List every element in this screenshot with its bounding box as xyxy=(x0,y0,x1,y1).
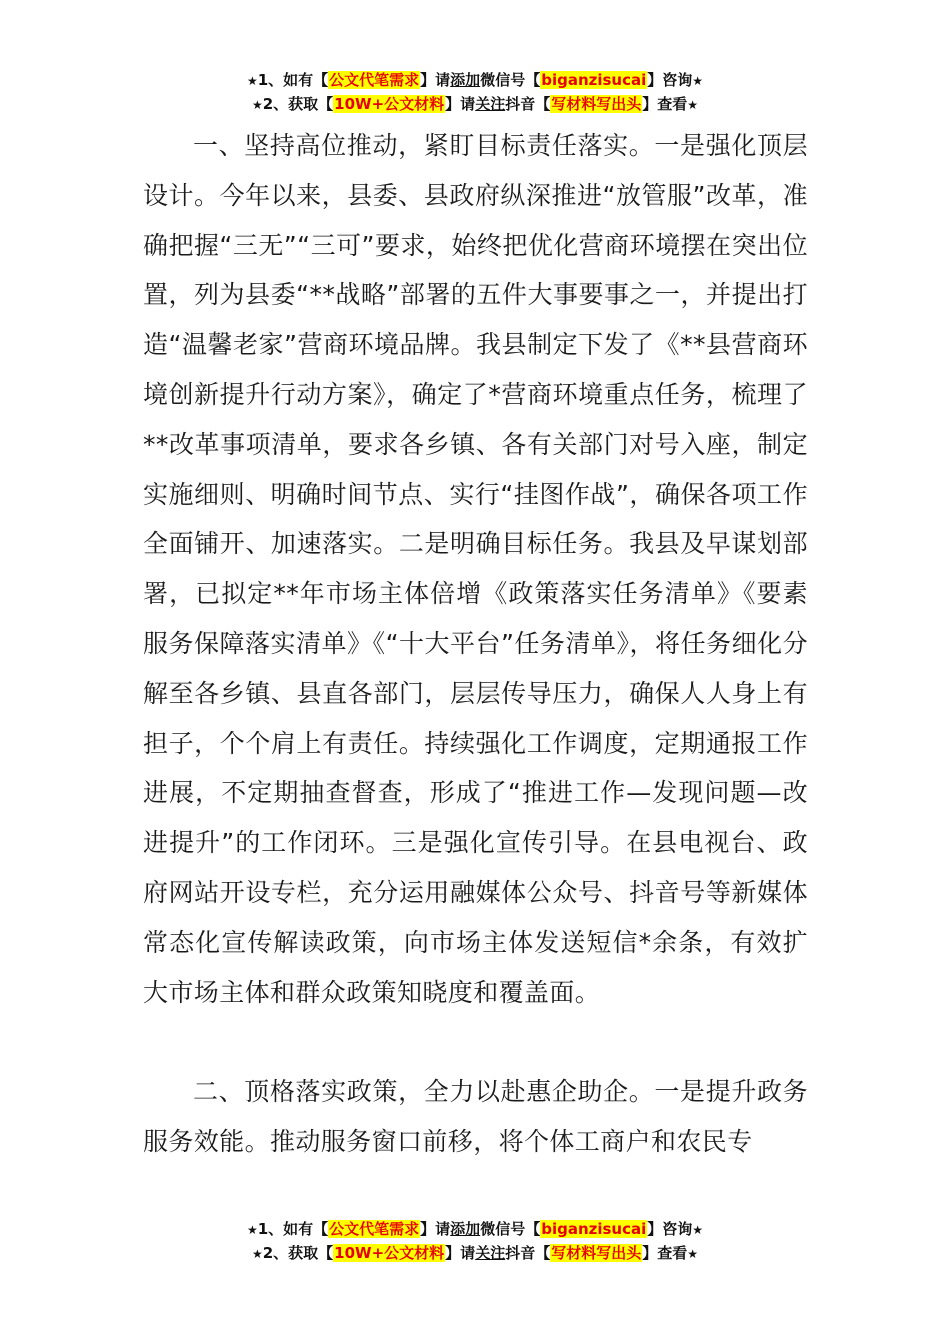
star-icon: ★ xyxy=(687,98,699,112)
banner-text: 微信号【 xyxy=(480,71,541,89)
paragraph-1: 一、坚持高位推动，紧盯目标责任落实。一是强化顶层设计。今年以来，县委、县政府纵深推进“放管服”改革，准确把握“三无”“三可”要求，始终把优化营商环境摆在突出位置，列为县委“**战略”部署的五件大事要事之一，并提出打造“温馨老家”营商环境品牌。我县制定下发了《**县营商环境创新提升行动方案》，确定了*营商环境重点任务，梳理了**改革事项清单，要求各乡镇、各有关部门对号入座，制定实施细则、明确时间节点、实行“挂图作战”，确保各项工作全面铺开、加速落实。二是明确目标任务。我县及早谋划部署，已拟定**年市场主体倍增《政策落实任务清单》《要素服务保障落实清单》《“十大平台”任务清单》，将任务细化分解至各乡镇、县直各部门，层层传导压力，确保人人身上有担子，个个肩上有责任。持续强化工作调度，定期通报工作进展，不定期抽查督查，形成了“推进工作—发现问题—改进提升”的工作闭环。三是强化宣传引导。在县电视台、政府网站开设专栏，充分运用融媒体公众号、抖音号等新媒体常态化宣传解读政策，向市场主体发送短信*余条，有效扩大市场主体和群众政策知晓度和覆盖面。 xyxy=(143,131,808,1007)
highlight-text: biganzisucai xyxy=(541,1220,647,1238)
underlined-text: 添加 xyxy=(450,1220,481,1238)
banner-text: 】请 xyxy=(420,71,451,89)
banner-line-2 xyxy=(0,1241,950,1265)
banner-text: 2、获取【 xyxy=(262,95,334,113)
banner-line-1 xyxy=(0,1217,950,1241)
highlight-text: 写材料写出头 xyxy=(551,95,642,113)
highlight-text: 10W+公文材料 xyxy=(334,1244,445,1262)
star-icon: ★ xyxy=(692,1223,704,1237)
banner-text: 】查看 xyxy=(642,1244,688,1262)
underlined-text: 关注 xyxy=(475,95,506,113)
underlined-text: 添加 xyxy=(450,71,481,89)
banner-text: 抖音【 xyxy=(505,1244,551,1262)
banner-text: 】咨询 xyxy=(647,71,693,89)
star-icon: ★ xyxy=(246,74,258,88)
banner-line-1 xyxy=(0,68,950,92)
banner-text: 】请 xyxy=(445,1244,476,1262)
highlight-text: 10W+公文材料 xyxy=(334,95,445,113)
banner-text: 】请 xyxy=(420,1220,451,1238)
highlight-text: biganzisucai xyxy=(541,71,647,89)
star-icon: ★ xyxy=(251,1247,263,1261)
paragraph-2: 二、顶格落实政策，全力以赴惠企助企。一是提升政务服务效能。推动服务窗口前移，将个体工商户和农民专 xyxy=(143,1077,808,1156)
banner-text: 2、获取【 xyxy=(262,1244,334,1262)
header-banner xyxy=(0,68,950,116)
document-body xyxy=(143,121,808,1167)
star-icon: ★ xyxy=(687,1247,699,1261)
footer-banner xyxy=(0,1217,950,1265)
banner-text: 】查看 xyxy=(642,95,688,113)
banner-text: 微信号【 xyxy=(480,1220,541,1238)
star-icon: ★ xyxy=(251,98,263,112)
underlined-text: 关注 xyxy=(475,1244,506,1262)
banner-line-2 xyxy=(0,92,950,116)
banner-text: 1、如有【 xyxy=(257,71,329,89)
highlight-text: 写材料写出头 xyxy=(551,1244,642,1262)
banner-text: 抖音【 xyxy=(505,95,551,113)
star-icon: ★ xyxy=(246,1223,258,1237)
paragraph-spacer xyxy=(143,1017,808,1067)
highlight-text: 公文代笔需求 xyxy=(329,1220,420,1238)
banner-text: 】咨询 xyxy=(647,1220,693,1238)
highlight-text: 公文代笔需求 xyxy=(329,71,420,89)
star-icon: ★ xyxy=(692,74,704,88)
banner-text: 】请 xyxy=(445,95,476,113)
banner-text: 1、如有【 xyxy=(257,1220,329,1238)
